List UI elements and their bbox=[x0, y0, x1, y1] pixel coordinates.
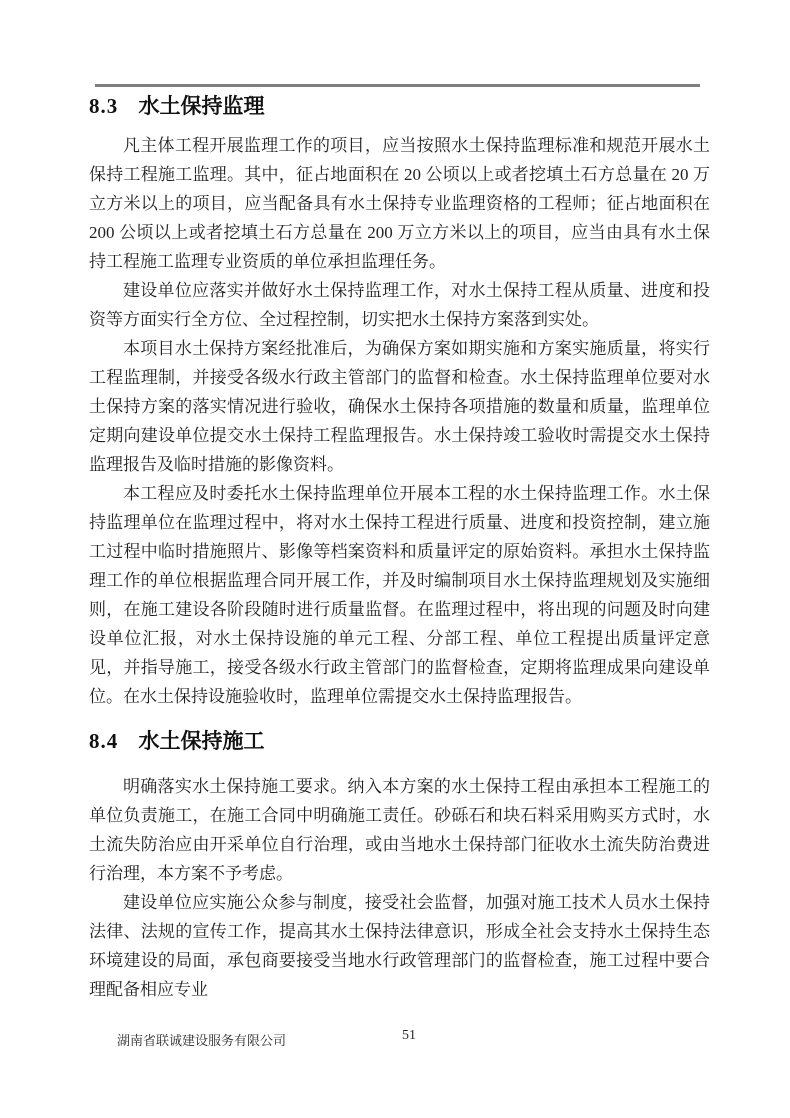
paragraph: 建设单位应实施公众参与制度，接受社会监督，加强对施工技术人员水土保持法律、法规的宣传工作，提高其水土保持法律意识，形成全社会支持水土保持生态环境建设的局面，承包商要接受当地水行政管理部门的监督检查，施工过程中要合理配备相应专业 bbox=[89, 893, 710, 999]
paragraph: 本工程应及时委托水土保持监理单位开展本工程的水土保持监理工作。水土保持监理单位在监理过程中，将对水土保持工程进行质量、进度和投资控制，建立施工过程中临时措施照片、影像等档案资料和质量评定的原始资料。承担水土保持监理工作的单位根据监理合同开展工作，并及时编制项目水土保持监理规划及实施细则，在施工建设各阶段随时进行质量监督。在监理过程中，将出现的问题及时向建设单位汇报，对水土保持设施的单元工程、分部工程、单位工程提出质量评定意见，并指导施工，接受各级水行政主管部门的监督检查，定期将监理成果向建设单位。在水土保持设施验收时，监理单位需提交水土保持监理报告。 bbox=[89, 484, 710, 706]
section-title: 水土保持监理 bbox=[138, 94, 265, 118]
footer-company-name: 湖南省联诚建设服务有限公司 bbox=[117, 1033, 287, 1048]
page-content bbox=[89, 94, 710, 1004]
page-footer bbox=[0, 1028, 790, 1048]
header-rule bbox=[95, 84, 700, 87]
paragraph: 明确落实水土保持施工要求。纳入本方案的水土保持工程由承担本工程施工的单位负责施工，在施工合同中明确施工责任。砂砾石和块石料采用购买方式时，水土流失防治应由开采单位自行治理，或由当地水土保持部门征收水土流失防治费进行治理，本方案不予考虑。 bbox=[89, 777, 710, 883]
footer-page-number: 51 bbox=[402, 1028, 416, 1043]
section-number: 8.4 bbox=[89, 729, 119, 753]
section-title: 水土保持施工 bbox=[138, 729, 265, 753]
paragraph: 本项目水土保持方案经批准后，为确保方案如期实施和方案实施质量，将实行工程监理制，并接受各级水行政主管部门的监督和检查。水土保持监理单位要对水土保持方案的落实情况进行验收，确保水土保持各项措施的数量和质量，监理单位定期向建设单位提交水土保持工程监理报告。水土保持竣工验收时需提交水土保持监理报告及临时措施的影像资料。 bbox=[89, 339, 710, 474]
paragraph: 建设单位应落实并做好水土保持监理工作，对水土保持工程从质量、进度和投资等方面实行全方位、全过程控制，切实把水土保持方案落到实处。 bbox=[89, 281, 710, 329]
paragraph: 凡主体工程开展监理工作的项目，应当按照水土保持监理标准和规范开展水土保持工程施工监理。其中，征占地面积在 20 公顷以上或者挖填土石方总量在 20 万立方米以上的项目，应当配备具有水土保持专业监理资格的工程师；征占地面积在 200 公顷以上或者挖填土石方总量在 200 万立方米以上的项目，应当由具有水土保持工程施工监理专业资质的单位承担监理任务。 bbox=[89, 136, 710, 271]
section-heading-8-4 bbox=[89, 729, 710, 753]
section-number: 8.3 bbox=[89, 94, 119, 118]
section-heading-8-3 bbox=[89, 94, 710, 118]
